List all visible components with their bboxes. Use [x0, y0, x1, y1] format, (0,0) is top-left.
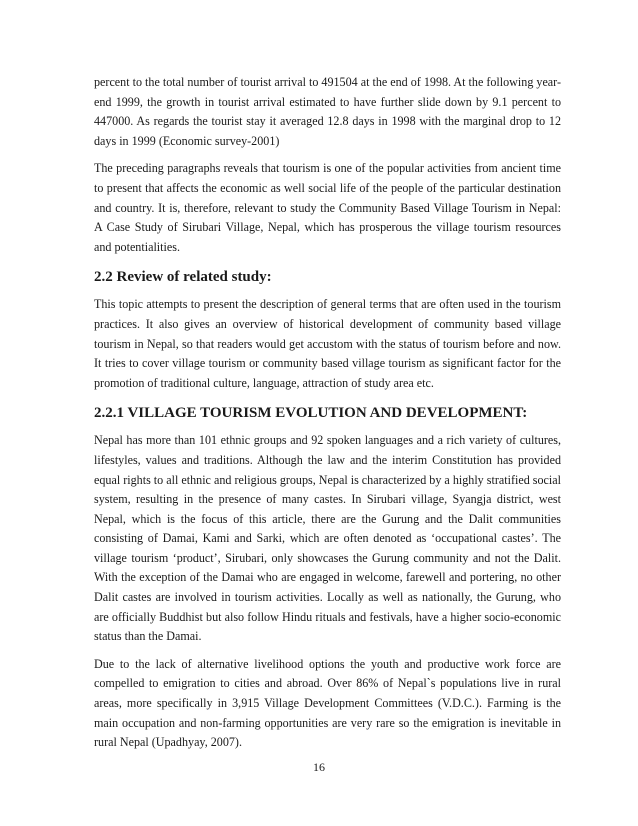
section-2-2-paragraph: This topic attempts to present the description of general terms that are often used in the tourism practices. It also gives an overview of historical development of community based village tourism in Nepal, so that readers would get accustom with the status of tourism before and now. It tries to cover village tourism or community based village tourism as significant factor for the promotion of traditional culture, language, attraction of study area etc.	[94, 297, 561, 390]
document-page	[94, 73, 561, 761]
page-number: 16	[313, 760, 325, 774]
section-2-2-1-paragraph-2: Due to the lack of alternative livelihood options the youth and productive work force are compelled to emigration to cities and abroad. Over 86% of Nepal`s populations live in rural areas, more specifically in 3,915 Village Development Committees (V.D.C.). Farming is the main occupation and non-farming opportunities are very rare so the emigration is inevitable in rural Nepal (Upadhyay, 2007).	[94, 656, 561, 750]
section-2-2-1-paragraph-1: Nepal has more than 101 ethnic groups and 92 spoken languages and a rich variety of cultures, lifestyles, values and traditions. Although the law and the interim Constitution has provided equal rights to all ethnic and religious groups, Nepal is characterized by a highly stratified social system, resulting in the presence of many castes. In Sirubari village, Syangja district, west Nepal, which is the focus of this article, there are the Gurung and the Dalit communities consisting of Damai, Kami and Sarki, which are often denoted as ‘occupational castes’. The village tourism ‘product’, Sirubari, only showcases the Gurung community and not the Dalit. With the exception of the Damai who are engaged in welcome, farewell and portering, no other Dalit castes are involved in tourism activities. Locally as well as nationally, the Gurung, who are officially Buddhist but also follow Hindu rituals and festivals, have a higher socio-economic status than the Damai.	[94, 433, 561, 644]
intro-paragraph-2: The preceding paragraphs reveals that tourism is one of the popular activities from ancient time to present that affects the economic as well social life of the people of the particular destination and country. It is, therefore, relevant to study the Community Based Village Tourism in Nepal: A Case Study of Sirubari Village, Nepal, which has prosperous the village tourism resources and potentialities.	[94, 161, 561, 254]
section-heading-2-2-1: 2.2.1 VILLAGE TOURISM EVOLUTION AND DEVELOPMENT:	[94, 405, 528, 422]
section-heading-2-2: 2.2 Review of related study:	[94, 269, 272, 286]
intro-paragraph-1: percent to the total number of tourist arrival to 491504 at the end of 1998. At the following year-end 1999, the growth in tourist arrival estimated to have further slide down by 9.1 percent to 447000. As regards the tourist stay it averaged 12.8 days in 1998 with the marginal drop to 12 days in 1999 (Economic survey-2001)	[94, 75, 561, 148]
